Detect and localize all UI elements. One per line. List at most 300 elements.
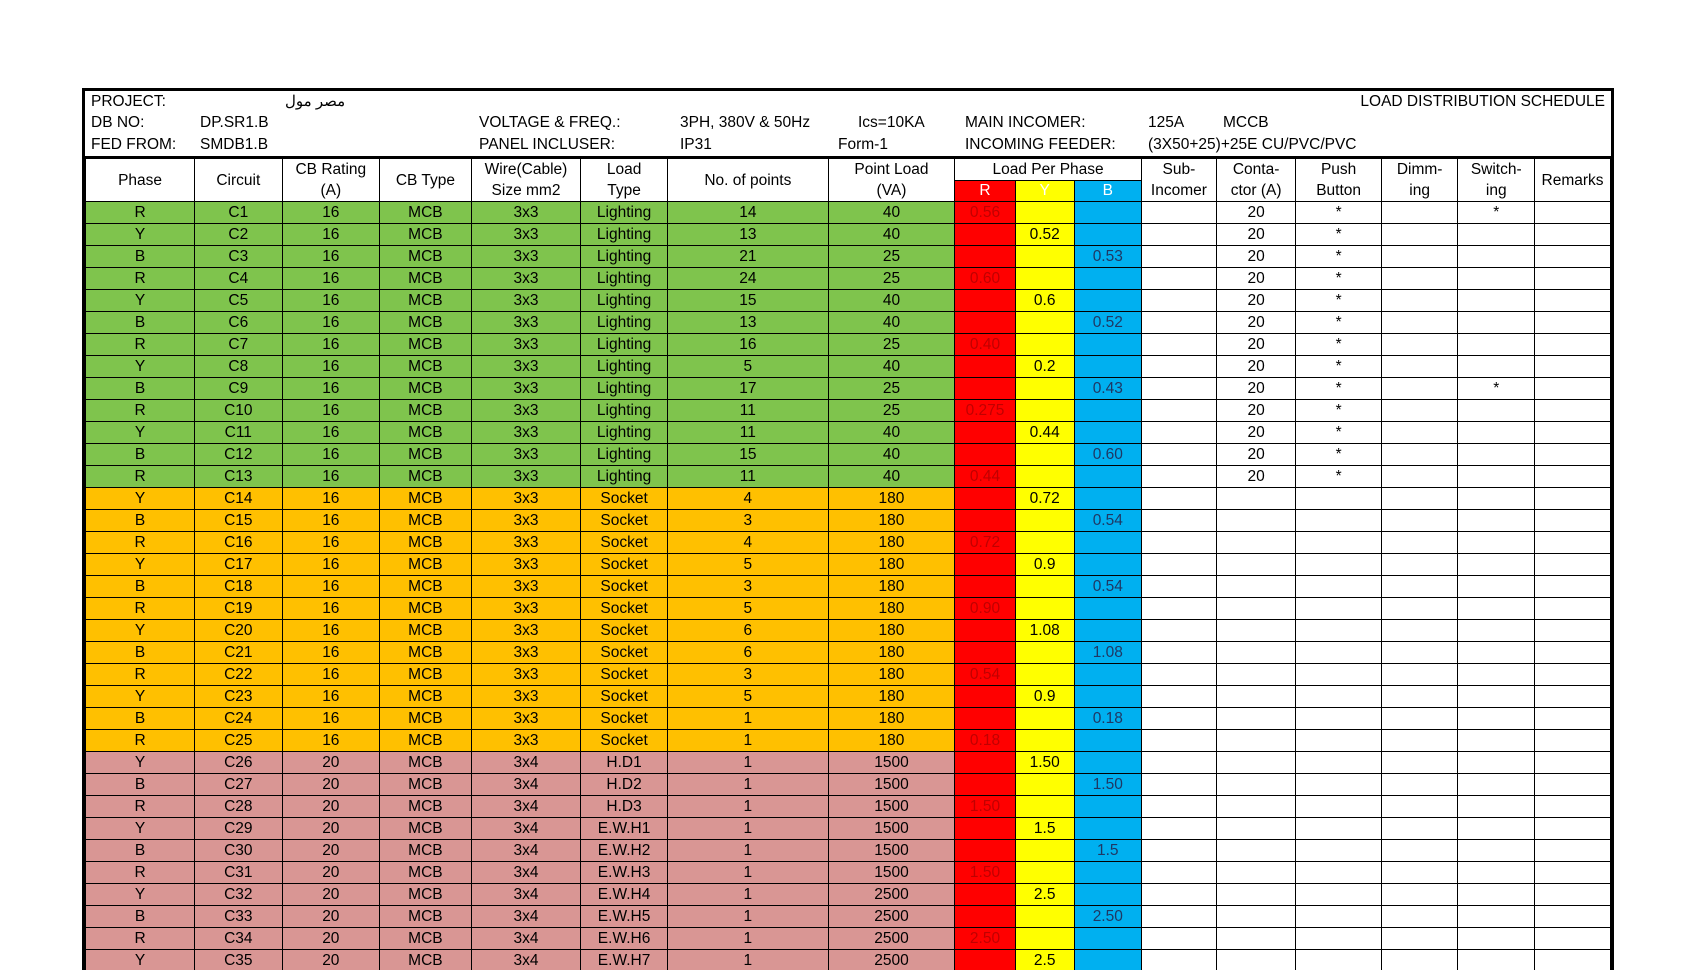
cell-dimming xyxy=(1381,840,1458,862)
cell-sub-incomer xyxy=(1142,510,1217,532)
col-sub-incomer xyxy=(1142,159,1217,202)
cell-sub-incomer xyxy=(1142,818,1217,840)
cell-sub-incomer xyxy=(1142,576,1217,598)
table-row xyxy=(86,686,1611,708)
cell-cb-rating: 16 xyxy=(282,620,380,642)
cell-load-y: 0.6 xyxy=(1015,290,1074,312)
cell-wire-size: 3x3 xyxy=(471,554,581,576)
cell-remarks xyxy=(1535,488,1611,510)
cell-wire-size: 3x3 xyxy=(471,576,581,598)
cell-wire-size: 3x3 xyxy=(471,444,581,466)
cell-circuit: C33 xyxy=(195,906,282,928)
cell-sub-incomer xyxy=(1142,906,1217,928)
cell-dimming xyxy=(1381,884,1458,906)
cell-points: 4 xyxy=(667,488,828,510)
cell-cb-rating: 16 xyxy=(282,202,380,224)
cell-cb-rating: 16 xyxy=(282,466,380,488)
cell-switching xyxy=(1458,950,1535,970)
cell-cb-type: MCB xyxy=(380,576,472,598)
cell-phase: Y xyxy=(86,356,195,378)
cell-point-load: 40 xyxy=(828,202,954,224)
table-row xyxy=(86,664,1611,686)
cell-cb-rating: 16 xyxy=(282,356,380,378)
cell-points: 1 xyxy=(667,840,828,862)
panel-value: IP31 xyxy=(680,136,712,153)
cell-load-r xyxy=(955,246,1016,268)
col-phase: Phase xyxy=(86,159,195,202)
col-point-load-line1: Point Load xyxy=(854,161,929,178)
cell-dimming xyxy=(1381,290,1458,312)
col-points: No. of points xyxy=(667,159,828,202)
cell-point-load: 180 xyxy=(828,598,954,620)
cell-remarks xyxy=(1535,884,1611,906)
cell-points: 11 xyxy=(667,400,828,422)
col-circuit: Circuit xyxy=(195,159,282,202)
table-row xyxy=(86,202,1611,224)
cell-load-type: Lighting xyxy=(581,334,668,356)
cell-cb-rating: 20 xyxy=(282,862,380,884)
cell-wire-size: 3x4 xyxy=(471,752,581,774)
col-load-type-line2: Type xyxy=(607,182,641,199)
cell-load-type: Lighting xyxy=(581,422,668,444)
cell-points: 13 xyxy=(667,312,828,334)
cell-load-y: 2.5 xyxy=(1015,884,1074,906)
cell-cb-type: MCB xyxy=(380,532,472,554)
cell-circuit: C4 xyxy=(195,268,282,290)
cell-contactor: 20 xyxy=(1216,356,1296,378)
cell-dimming xyxy=(1381,356,1458,378)
schedule-info-block xyxy=(85,91,1611,158)
cell-load-r xyxy=(955,884,1016,906)
panel-label: PANEL INCLUSER: xyxy=(479,136,616,153)
table-row xyxy=(86,466,1611,488)
cell-points: 1 xyxy=(667,884,828,906)
table-row xyxy=(86,290,1611,312)
cell-load-r: 0.18 xyxy=(955,730,1016,752)
cell-wire-size: 3x3 xyxy=(471,268,581,290)
cell-load-type: Socket xyxy=(581,620,668,642)
cell-wire-size: 3x4 xyxy=(471,928,581,950)
cell-cb-rating: 16 xyxy=(282,444,380,466)
cell-load-y xyxy=(1015,444,1074,466)
cell-cb-type: MCB xyxy=(380,246,472,268)
col-load-type xyxy=(581,159,668,202)
cell-load-b: 0.60 xyxy=(1074,444,1142,466)
cell-load-r: 0.275 xyxy=(955,400,1016,422)
schedule-rows xyxy=(86,202,1611,970)
cell-load-y xyxy=(1015,730,1074,752)
cell-remarks xyxy=(1535,664,1611,686)
cell-contactor: 20 xyxy=(1216,400,1296,422)
cell-circuit: C8 xyxy=(195,356,282,378)
cell-cb-type: MCB xyxy=(380,752,472,774)
cell-sub-incomer xyxy=(1142,686,1217,708)
cell-load-b xyxy=(1074,796,1142,818)
cell-point-load: 180 xyxy=(828,730,954,752)
cell-remarks xyxy=(1535,862,1611,884)
cell-switching xyxy=(1458,840,1535,862)
cell-load-b: 0.54 xyxy=(1074,510,1142,532)
cell-wire-size: 3x3 xyxy=(471,224,581,246)
cell-load-y: 1.08 xyxy=(1015,620,1074,642)
cell-phase: B xyxy=(86,378,195,400)
cell-circuit: C32 xyxy=(195,884,282,906)
col-switching xyxy=(1458,159,1535,202)
cell-load-r: 0.54 xyxy=(955,664,1016,686)
cell-wire-size: 3x3 xyxy=(471,202,581,224)
schedule-title: LOAD DISTRIBUTION SCHEDULE xyxy=(1360,93,1605,110)
cell-switching xyxy=(1458,620,1535,642)
ics-value: Ics=10KA xyxy=(858,114,925,131)
cell-cb-rating: 16 xyxy=(282,334,380,356)
cell-push-button: * xyxy=(1296,334,1381,356)
cell-wire-size: 3x4 xyxy=(471,796,581,818)
cell-contactor: 20 xyxy=(1216,246,1296,268)
cell-dimming xyxy=(1381,488,1458,510)
cell-load-r xyxy=(955,378,1016,400)
cell-cb-rating: 16 xyxy=(282,400,380,422)
cell-sub-incomer xyxy=(1142,884,1217,906)
cell-contactor: 20 xyxy=(1216,202,1296,224)
cell-cb-rating: 20 xyxy=(282,818,380,840)
cell-circuit: C2 xyxy=(195,224,282,246)
cell-contactor xyxy=(1216,730,1296,752)
cell-cb-type: MCB xyxy=(380,356,472,378)
cell-cb-rating: 16 xyxy=(282,554,380,576)
cell-load-type: Socket xyxy=(581,686,668,708)
cell-load-r xyxy=(955,510,1016,532)
cell-cb-type: MCB xyxy=(380,598,472,620)
cell-sub-incomer xyxy=(1142,312,1217,334)
cell-dimming xyxy=(1381,312,1458,334)
cell-phase: R xyxy=(86,862,195,884)
cell-remarks xyxy=(1535,818,1611,840)
cell-cb-type: MCB xyxy=(380,312,472,334)
cell-load-type: H.D2 xyxy=(581,774,668,796)
cell-load-b: 1.50 xyxy=(1074,774,1142,796)
cell-remarks xyxy=(1535,422,1611,444)
cell-load-r: 2.50 xyxy=(955,928,1016,950)
cell-switching xyxy=(1458,356,1535,378)
cell-push-button: * xyxy=(1296,224,1381,246)
cell-point-load: 40 xyxy=(828,466,954,488)
cell-load-type: Lighting xyxy=(581,356,668,378)
cell-cb-type: MCB xyxy=(380,642,472,664)
cell-load-r xyxy=(955,488,1016,510)
cell-remarks xyxy=(1535,928,1611,950)
cell-load-b xyxy=(1074,488,1142,510)
cell-remarks xyxy=(1535,642,1611,664)
cell-cb-rating: 16 xyxy=(282,268,380,290)
cell-contactor: 20 xyxy=(1216,466,1296,488)
cell-load-r xyxy=(955,818,1016,840)
cell-remarks xyxy=(1535,686,1611,708)
cell-remarks xyxy=(1535,532,1611,554)
voltage-value: 3PH, 380V & 50Hz xyxy=(680,114,811,131)
cell-load-b xyxy=(1074,532,1142,554)
cell-circuit: C1 xyxy=(195,202,282,224)
cell-dimming xyxy=(1381,686,1458,708)
cell-point-load: 25 xyxy=(828,246,954,268)
cell-load-b xyxy=(1074,884,1142,906)
cell-phase: B xyxy=(86,642,195,664)
cell-load-r xyxy=(955,444,1016,466)
cell-cb-type: MCB xyxy=(380,884,472,906)
cell-points: 3 xyxy=(667,510,828,532)
cell-points: 11 xyxy=(667,466,828,488)
cell-wire-size: 3x3 xyxy=(471,730,581,752)
cell-load-b xyxy=(1074,466,1142,488)
col-dimming-line2: ing xyxy=(1409,182,1430,199)
incoming-feeder-label: INCOMING FEEDER: xyxy=(965,136,1116,153)
cell-wire-size: 3x3 xyxy=(471,312,581,334)
cell-cb-type: MCB xyxy=(380,400,472,422)
cell-load-type: Lighting xyxy=(581,466,668,488)
cell-load-b xyxy=(1074,356,1142,378)
table-row xyxy=(86,840,1611,862)
cell-load-b xyxy=(1074,686,1142,708)
cell-points: 15 xyxy=(667,290,828,312)
cell-circuit: C27 xyxy=(195,774,282,796)
cell-sub-incomer xyxy=(1142,356,1217,378)
cell-phase: Y xyxy=(86,818,195,840)
cell-load-r: 1.50 xyxy=(955,862,1016,884)
cell-load-b xyxy=(1074,334,1142,356)
cell-point-load: 180 xyxy=(828,532,954,554)
cell-load-b xyxy=(1074,598,1142,620)
cell-circuit: C11 xyxy=(195,422,282,444)
cell-load-y xyxy=(1015,576,1074,598)
cell-wire-size: 3x4 xyxy=(471,950,581,970)
cell-sub-incomer xyxy=(1142,466,1217,488)
cell-load-r xyxy=(955,620,1016,642)
cell-load-r: 0.56 xyxy=(955,202,1016,224)
cell-sub-incomer xyxy=(1142,334,1217,356)
cell-load-r: 0.44 xyxy=(955,466,1016,488)
cell-sub-incomer xyxy=(1142,928,1217,950)
cell-load-r: 1.50 xyxy=(955,796,1016,818)
cell-load-type: Socket xyxy=(581,642,668,664)
cell-cb-rating: 16 xyxy=(282,730,380,752)
cell-dimming xyxy=(1381,400,1458,422)
cell-circuit: C18 xyxy=(195,576,282,598)
cell-dimming xyxy=(1381,378,1458,400)
cell-push-button xyxy=(1296,576,1381,598)
cell-load-b: 2.50 xyxy=(1074,906,1142,928)
cell-push-button: * xyxy=(1296,400,1381,422)
cell-load-b xyxy=(1074,928,1142,950)
col-point-load xyxy=(828,159,954,202)
cell-remarks xyxy=(1535,378,1611,400)
cell-circuit: C28 xyxy=(195,796,282,818)
cell-dimming xyxy=(1381,598,1458,620)
cell-points: 6 xyxy=(667,642,828,664)
col-load-per-phase: Load Per Phase xyxy=(955,159,1142,181)
cell-cb-rating: 20 xyxy=(282,840,380,862)
cell-circuit: C3 xyxy=(195,246,282,268)
cell-remarks xyxy=(1535,290,1611,312)
cell-load-b: 0.54 xyxy=(1074,576,1142,598)
cell-points: 1 xyxy=(667,818,828,840)
cell-phase: B xyxy=(86,906,195,928)
col-cb-rating-line2: (A) xyxy=(320,182,342,199)
cell-remarks xyxy=(1535,730,1611,752)
cell-load-type: E.W.H2 xyxy=(581,840,668,862)
db-value: DP.SR1.B xyxy=(200,114,269,131)
table-row xyxy=(86,906,1611,928)
cell-load-r xyxy=(955,554,1016,576)
cell-push-button xyxy=(1296,884,1381,906)
cell-switching xyxy=(1458,708,1535,730)
cell-cb-rating: 16 xyxy=(282,510,380,532)
cell-point-load: 180 xyxy=(828,620,954,642)
cell-contactor: 20 xyxy=(1216,290,1296,312)
cell-contactor: 20 xyxy=(1216,422,1296,444)
cell-load-type: E.W.H5 xyxy=(581,906,668,928)
cell-contactor xyxy=(1216,862,1296,884)
cell-push-button xyxy=(1296,774,1381,796)
cell-push-button: * xyxy=(1296,356,1381,378)
cell-contactor xyxy=(1216,664,1296,686)
voltage-label: VOLTAGE & FREQ.: xyxy=(479,114,621,131)
cell-remarks xyxy=(1535,840,1611,862)
cell-load-y xyxy=(1015,862,1074,884)
cell-cb-rating: 16 xyxy=(282,422,380,444)
cell-load-b xyxy=(1074,664,1142,686)
cell-load-y: 1.50 xyxy=(1015,752,1074,774)
cell-sub-incomer xyxy=(1142,488,1217,510)
main-incomer-type: MCCB xyxy=(1223,114,1269,131)
table-row xyxy=(86,730,1611,752)
cell-load-r xyxy=(955,752,1016,774)
cell-dimming xyxy=(1381,620,1458,642)
cell-points: 11 xyxy=(667,422,828,444)
cell-sub-incomer xyxy=(1142,290,1217,312)
cell-load-b xyxy=(1074,950,1142,970)
cell-circuit: C29 xyxy=(195,818,282,840)
cell-load-type: Lighting xyxy=(581,312,668,334)
cell-dimming xyxy=(1381,246,1458,268)
cell-dimming xyxy=(1381,224,1458,246)
cell-phase: R xyxy=(86,334,195,356)
cell-circuit: C21 xyxy=(195,642,282,664)
cell-switching xyxy=(1458,400,1535,422)
cell-load-y xyxy=(1015,598,1074,620)
col-phase-r: R xyxy=(955,181,1016,202)
cell-push-button xyxy=(1296,554,1381,576)
cell-switching xyxy=(1458,444,1535,466)
cell-cb-type: MCB xyxy=(380,554,472,576)
cell-points: 5 xyxy=(667,686,828,708)
cell-load-b xyxy=(1074,268,1142,290)
cell-load-b: 0.53 xyxy=(1074,246,1142,268)
project-label: PROJECT: xyxy=(91,93,166,110)
cell-wire-size: 3x3 xyxy=(471,246,581,268)
cell-cb-rating: 16 xyxy=(282,246,380,268)
table-row xyxy=(86,312,1611,334)
cell-switching xyxy=(1458,862,1535,884)
cell-push-button: * xyxy=(1296,378,1381,400)
table-row xyxy=(86,224,1611,246)
table-row xyxy=(86,444,1611,466)
cell-load-type: E.W.H6 xyxy=(581,928,668,950)
cell-cb-type: MCB xyxy=(380,708,472,730)
cell-point-load: 25 xyxy=(828,378,954,400)
cell-phase: Y xyxy=(86,290,195,312)
cell-circuit: C25 xyxy=(195,730,282,752)
cell-point-load: 180 xyxy=(828,488,954,510)
cell-load-type: Lighting xyxy=(581,290,668,312)
cell-load-type: Lighting xyxy=(581,378,668,400)
cell-phase: Y xyxy=(86,686,195,708)
cell-load-b xyxy=(1074,752,1142,774)
cell-cb-rating: 16 xyxy=(282,378,380,400)
cell-contactor xyxy=(1216,576,1296,598)
cell-phase: R xyxy=(86,268,195,290)
cell-circuit: C22 xyxy=(195,664,282,686)
cell-cb-type: MCB xyxy=(380,862,472,884)
cell-points: 1 xyxy=(667,906,828,928)
cell-switching xyxy=(1458,510,1535,532)
cell-load-y xyxy=(1015,928,1074,950)
col-dimming xyxy=(1381,159,1458,202)
col-dimming-line1: Dimm- xyxy=(1396,161,1443,178)
cell-load-y: 0.9 xyxy=(1015,554,1074,576)
table-row xyxy=(86,576,1611,598)
col-sub-incomer-line1: Sub- xyxy=(1162,161,1196,178)
cell-load-type: E.W.H3 xyxy=(581,862,668,884)
cell-dimming xyxy=(1381,444,1458,466)
db-label: DB NO: xyxy=(91,114,145,131)
cell-circuit: C13 xyxy=(195,466,282,488)
table-row xyxy=(86,268,1611,290)
cell-points: 24 xyxy=(667,268,828,290)
cell-cb-type: MCB xyxy=(380,774,472,796)
cell-sub-incomer xyxy=(1142,532,1217,554)
cell-load-b xyxy=(1074,400,1142,422)
load-schedule-sheet xyxy=(82,88,1614,970)
cell-load-type: Lighting xyxy=(581,246,668,268)
cell-remarks xyxy=(1535,708,1611,730)
cell-point-load: 2500 xyxy=(828,928,954,950)
cell-remarks xyxy=(1535,400,1611,422)
cell-sub-incomer xyxy=(1142,862,1217,884)
cell-switching xyxy=(1458,466,1535,488)
cell-remarks xyxy=(1535,444,1611,466)
cell-cb-type: MCB xyxy=(380,730,472,752)
cell-circuit: C16 xyxy=(195,532,282,554)
cell-switching xyxy=(1458,422,1535,444)
cell-circuit: C34 xyxy=(195,928,282,950)
cell-load-y: 0.44 xyxy=(1015,422,1074,444)
table-row xyxy=(86,796,1611,818)
cell-phase: R xyxy=(86,664,195,686)
col-contactor-line2: ctor (A) xyxy=(1230,182,1282,199)
cell-phase: B xyxy=(86,840,195,862)
cell-sub-incomer xyxy=(1142,796,1217,818)
cell-phase: Y xyxy=(86,554,195,576)
cell-phase: Y xyxy=(86,950,195,970)
cell-points: 3 xyxy=(667,664,828,686)
cell-cb-type: MCB xyxy=(380,466,472,488)
cell-load-y xyxy=(1015,906,1074,928)
cell-wire-size: 3x3 xyxy=(471,708,581,730)
cell-cb-type: MCB xyxy=(380,268,472,290)
cell-phase: B xyxy=(86,576,195,598)
cell-push-button xyxy=(1296,642,1381,664)
cell-contactor xyxy=(1216,532,1296,554)
cell-sub-incomer xyxy=(1142,730,1217,752)
